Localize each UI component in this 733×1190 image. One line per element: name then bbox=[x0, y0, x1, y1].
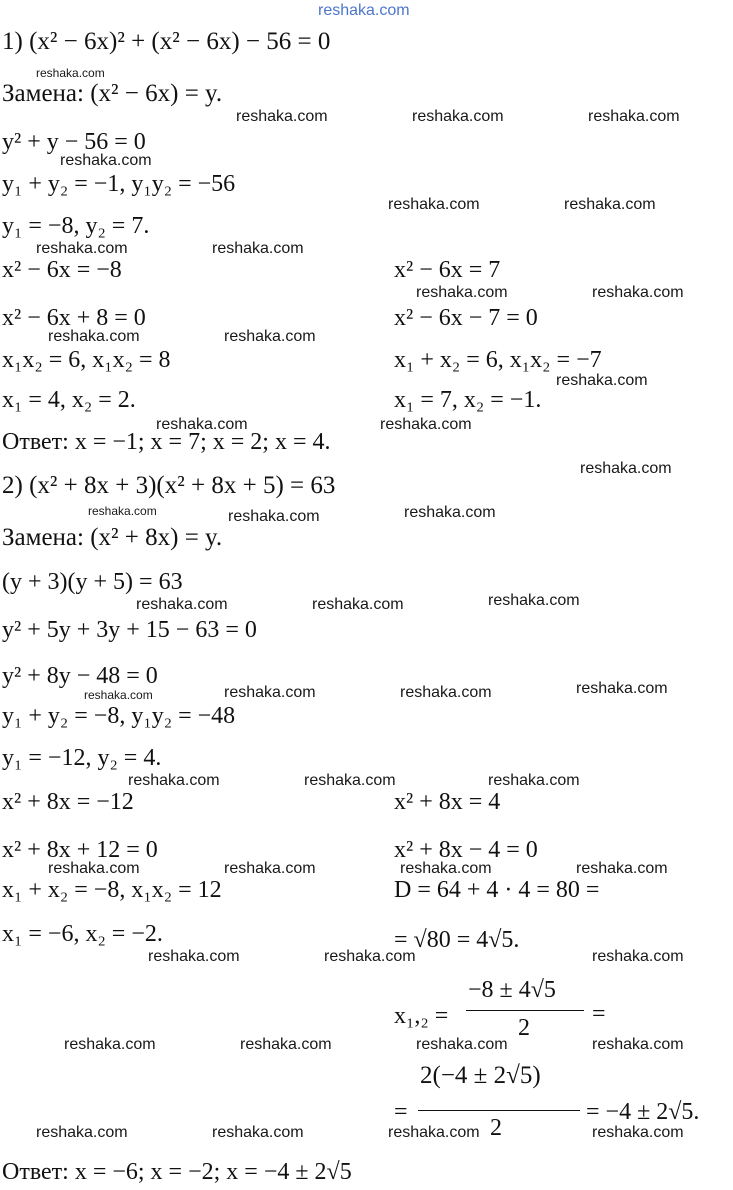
watermark: reshaka.com bbox=[324, 948, 416, 965]
problem1-quadratic: y² + y − 56 = 0 bbox=[2, 129, 146, 155]
watermark: reshaka.com bbox=[212, 1124, 304, 1141]
problem1-left-eq: x² − 6x = −8 bbox=[2, 257, 122, 283]
watermark: reshaka.com bbox=[128, 772, 220, 789]
problem1-right-vieta: x₁ + x₂ = 6, x₁x₂ = −7 bbox=[394, 347, 602, 373]
problem2-left-roots: x₁ = −6, x₂ = −2. bbox=[2, 921, 163, 947]
watermark: reshaka.com bbox=[564, 196, 656, 213]
watermark: reshaka.com bbox=[592, 284, 684, 301]
problem1-roots: y₁ = −8, y₂ = 7. bbox=[2, 213, 150, 239]
watermark: reshaka.com bbox=[304, 772, 396, 789]
watermark: reshaka.com bbox=[400, 684, 492, 701]
problem2-equation: 2) (x² + 8x + 3)(x² + 8x + 5) = 63 bbox=[2, 472, 336, 499]
watermark: reshaka.com bbox=[136, 596, 228, 613]
watermark: reshaka.com bbox=[576, 680, 668, 697]
watermark: reshaka.com bbox=[236, 108, 328, 125]
watermark: reshaka.com bbox=[48, 860, 140, 877]
problem2-x12-label: x₁,₂ = bbox=[394, 1003, 449, 1029]
problem1-left-roots: x₁ = 4, x₂ = 2. bbox=[2, 387, 136, 413]
watermark: reshaka.com bbox=[224, 328, 316, 345]
watermark: reshaka.com bbox=[148, 948, 240, 965]
problem1-answer: Ответ: x = −1; x = 7; x = 2; x = 4. bbox=[2, 429, 331, 455]
problem2-x12-equals: = bbox=[592, 1001, 606, 1027]
problem2-left-eq: x² + 8x = −12 bbox=[2, 789, 134, 815]
watermark: reshaka.com bbox=[404, 504, 496, 521]
watermark: reshaka.com bbox=[36, 66, 105, 80]
problem1-right-eq: x² − 6x = 7 bbox=[394, 257, 501, 283]
problem1-right-roots: x₁ = 7, x₂ = −1. bbox=[394, 387, 542, 413]
problem1-right-std: x² − 6x − 7 = 0 bbox=[394, 305, 538, 331]
watermark: reshaka.com bbox=[228, 508, 320, 525]
problem2-x12-denominator: 2 bbox=[518, 1015, 530, 1041]
watermark: reshaka.com bbox=[312, 596, 404, 613]
problem2-right-std: x² + 8x − 4 = 0 bbox=[394, 837, 538, 863]
problem1-equation: 1) (x² − 6x)² + (x² − 6x) − 56 = 0 bbox=[2, 28, 331, 55]
watermark: reshaka.com bbox=[556, 372, 648, 389]
problem1-left-vieta: x₁x₂ = 6, x₁x₂ = 8 bbox=[2, 347, 171, 373]
watermark: reshaka.com bbox=[36, 240, 128, 257]
problem2-x12-numerator: −8 ± 4√5 bbox=[468, 977, 556, 1003]
problem2-simp-denominator: 2 bbox=[490, 1115, 502, 1141]
watermark: reshaka.com bbox=[84, 688, 153, 702]
watermark: reshaka.com bbox=[416, 284, 508, 301]
problem1-left-std: x² − 6x + 8 = 0 bbox=[2, 305, 146, 331]
watermark: reshaka.com bbox=[400, 860, 492, 877]
watermark: reshaka.com bbox=[36, 1124, 128, 1141]
problem2-left-std: x² + 8x + 12 = 0 bbox=[2, 837, 158, 863]
problem2-vieta: y₁ + y₂ = −8, y₁y₂ = −48 bbox=[2, 703, 236, 729]
watermark: reshaka.com bbox=[592, 1036, 684, 1053]
watermark: reshaka.com bbox=[48, 328, 140, 345]
watermark: reshaka.com bbox=[416, 1036, 508, 1053]
watermark: reshaka.com bbox=[388, 196, 480, 213]
problem2-right-eq: x² + 8x = 4 bbox=[394, 789, 501, 815]
problem2-simp-numerator: 2(−4 ± 2√5) bbox=[420, 1062, 541, 1089]
problem2-answer: Ответ: x = −6; x = −2; x = −4 ± 2√5 bbox=[2, 1159, 352, 1185]
watermark: reshaka.com bbox=[588, 108, 680, 125]
watermark: reshaka.com bbox=[224, 684, 316, 701]
site-brand-link[interactable]: reshaka.com bbox=[318, 2, 410, 19]
problem1-substitution: Замена: (x² − 6x) = y. bbox=[2, 80, 223, 107]
watermark: reshaka.com bbox=[388, 1124, 480, 1141]
problem2-right-disc: D = 64 + 4 · 4 = 80 = bbox=[394, 877, 600, 903]
watermark: reshaka.com bbox=[488, 592, 580, 609]
problem2-expanded: y² + 5y + 3y + 15 − 63 = 0 bbox=[2, 617, 257, 643]
problem2-simp-equals: = bbox=[394, 1099, 408, 1125]
problem2-left-vieta: x₁ + x₂ = −8, x₁x₂ = 12 bbox=[2, 877, 222, 903]
watermark: reshaka.com bbox=[488, 772, 580, 789]
problem2-simp-result: = −4 ± 2√5. bbox=[586, 1099, 700, 1125]
problem2-product: (y + 3)(y + 5) = 63 bbox=[2, 569, 183, 595]
problem2-quadratic: y² + 8y − 48 = 0 bbox=[2, 663, 158, 689]
problem2-x12-fraction-bar bbox=[466, 1010, 584, 1011]
watermark: reshaka.com bbox=[240, 1036, 332, 1053]
watermark: reshaka.com bbox=[580, 460, 672, 477]
watermark: reshaka.com bbox=[380, 416, 472, 433]
watermark: reshaka.com bbox=[60, 152, 152, 169]
problem2-right-disc2: = √80 = 4√5. bbox=[394, 927, 520, 953]
problem2-simp-fraction-bar bbox=[418, 1110, 580, 1111]
problem2-roots: y₁ = −12, y₂ = 4. bbox=[2, 745, 162, 771]
watermark: reshaka.com bbox=[592, 1124, 684, 1141]
watermark: reshaka.com bbox=[88, 504, 157, 518]
watermark: reshaka.com bbox=[224, 860, 316, 877]
problem2-substitution: Замена: (x² + 8x) = y. bbox=[2, 524, 223, 551]
problem1-vieta: y₁ + y₂ = −1, y₁y₂ = −56 bbox=[2, 171, 236, 197]
watermark: reshaka.com bbox=[592, 948, 684, 965]
watermark: reshaka.com bbox=[64, 1036, 156, 1053]
watermark: reshaka.com bbox=[576, 860, 668, 877]
watermark: reshaka.com bbox=[156, 416, 248, 433]
watermark: reshaka.com bbox=[412, 108, 504, 125]
watermark: reshaka.com bbox=[212, 240, 304, 257]
